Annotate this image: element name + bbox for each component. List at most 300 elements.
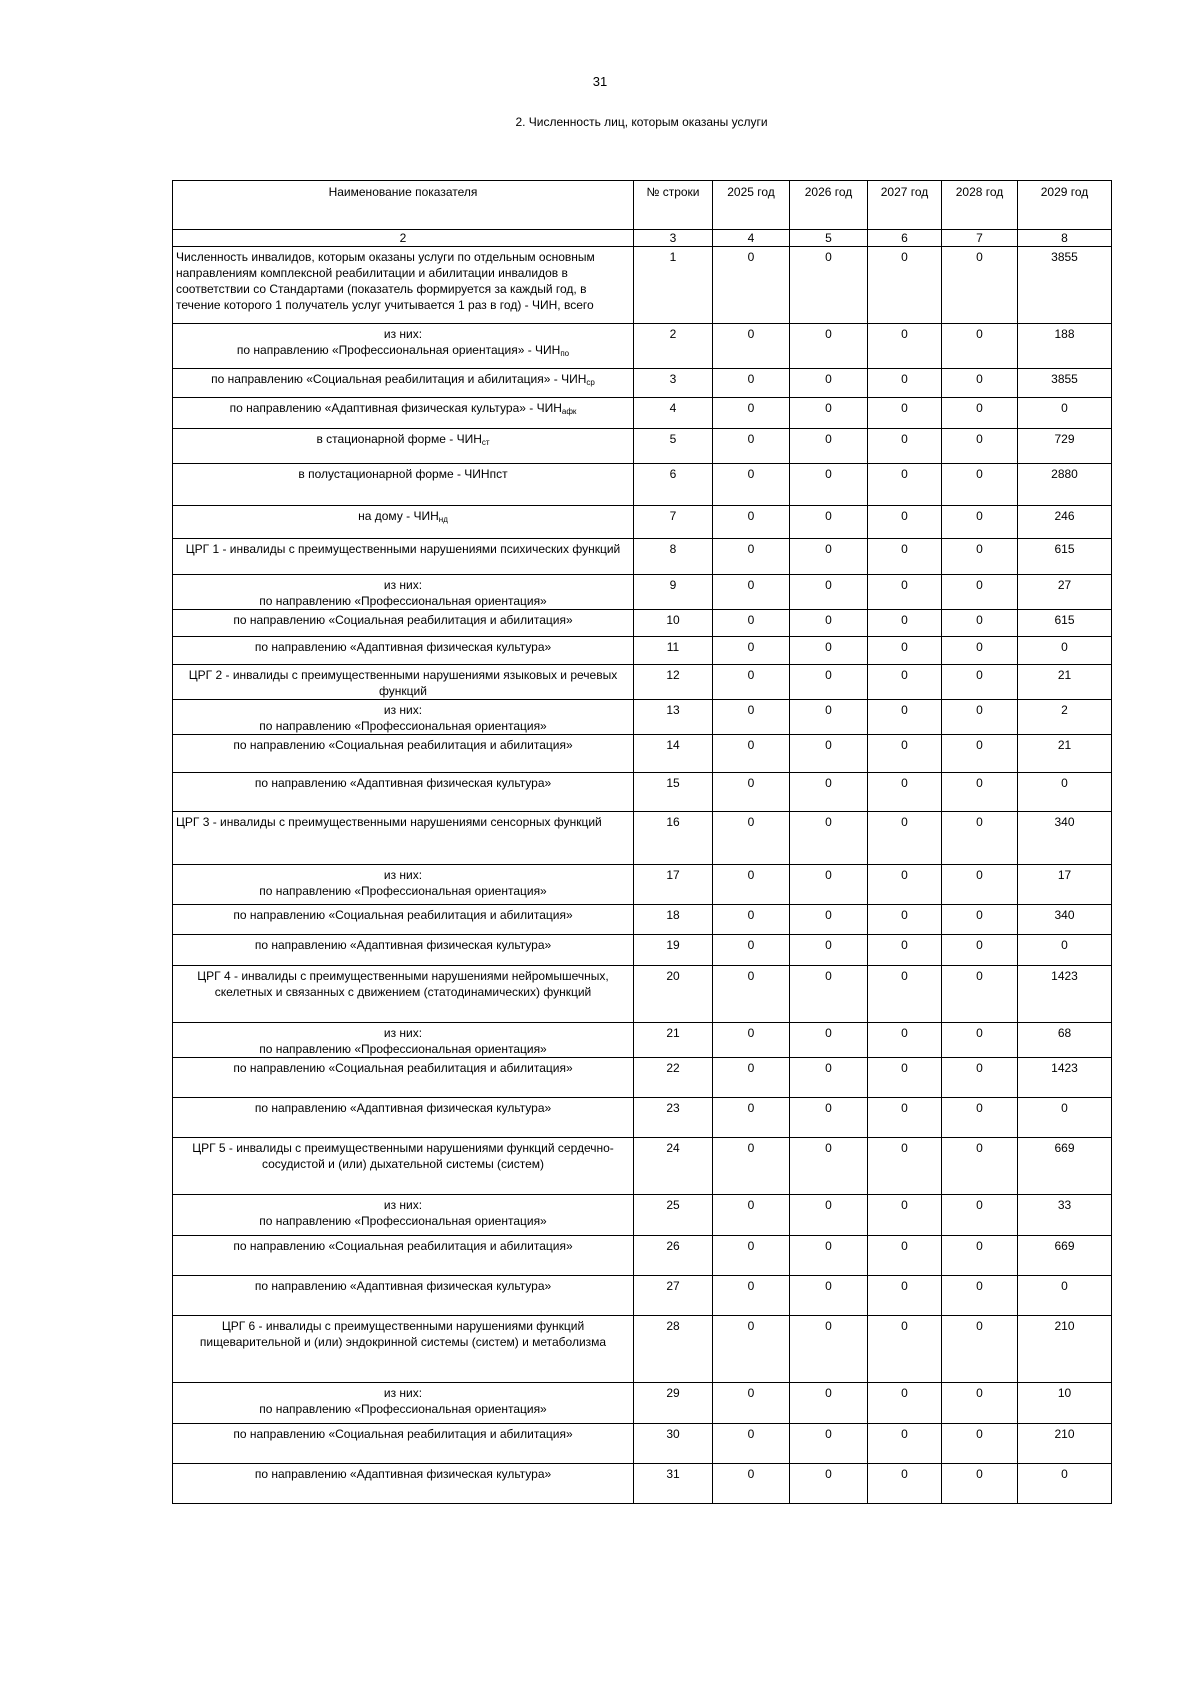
table-row bbox=[173, 735, 1112, 773]
value-2029: 0 bbox=[1018, 398, 1112, 429]
indicator-name bbox=[173, 1098, 634, 1138]
indicator-name bbox=[173, 665, 634, 700]
value-2028: 0 bbox=[942, 610, 1018, 637]
value-2025: 0 bbox=[713, 935, 790, 966]
value-2026: 0 bbox=[790, 812, 868, 865]
table-row bbox=[173, 1098, 1112, 1138]
value-2029: 21 bbox=[1018, 735, 1112, 773]
indicator-name-line: по направлению «Социальная реабилитация и абилитация» bbox=[233, 1061, 573, 1075]
value-2026: 0 bbox=[790, 966, 868, 1023]
indicator-name-line: по направлению «Социальная реабилитация и абилитация» bbox=[233, 738, 573, 752]
value-2027: 0 bbox=[868, 539, 942, 575]
row-number-cell: 21 bbox=[634, 1023, 713, 1058]
column-number-row bbox=[173, 230, 1112, 247]
value-2029: 27 bbox=[1018, 575, 1112, 610]
value-2026: 0 bbox=[790, 506, 868, 539]
indicator-name bbox=[173, 773, 634, 812]
value-2026: 0 bbox=[790, 1424, 868, 1464]
value-2027: 0 bbox=[868, 506, 942, 539]
header-2026: 2026 год bbox=[790, 181, 868, 230]
value-2025: 0 bbox=[713, 324, 790, 369]
value-2029: 2 bbox=[1018, 700, 1112, 735]
value-2028: 0 bbox=[942, 1058, 1018, 1098]
value-2025: 0 bbox=[713, 610, 790, 637]
value-2026: 0 bbox=[790, 905, 868, 935]
column-number: 8 bbox=[1018, 230, 1112, 247]
indicator-name-line: ЦРГ 3 - инвалиды с преимущественными нарушениями сенсорных функций bbox=[176, 815, 602, 829]
value-2026: 0 bbox=[790, 1236, 868, 1276]
indicator-name-line: по направлению «Социальная реабилитация и абилитация» bbox=[233, 908, 573, 922]
value-2027: 0 bbox=[868, 905, 942, 935]
value-2025: 0 bbox=[713, 506, 790, 539]
indicator-name bbox=[173, 324, 634, 369]
indicator-name-line: по направлению «Социальная реабилитация и абилитация» bbox=[233, 1427, 573, 1441]
row-number-cell: 16 bbox=[634, 812, 713, 865]
row-number-cell: 3 bbox=[634, 369, 713, 398]
table-row bbox=[173, 506, 1112, 539]
indicator-name bbox=[173, 966, 634, 1023]
value-2029: 0 bbox=[1018, 637, 1112, 665]
indicator-name-line: ЦРГ 4 - инвалиды с преимущественными нарушениями нейромышечных, скелетных и связанных с движением (статодинамических) функций bbox=[197, 969, 609, 999]
value-2027: 0 bbox=[868, 865, 942, 905]
row-number-cell: 29 bbox=[634, 1383, 713, 1424]
value-2026: 0 bbox=[790, 1464, 868, 1504]
value-2029: 3855 bbox=[1018, 369, 1112, 398]
value-2027: 0 bbox=[868, 1236, 942, 1276]
header-row bbox=[173, 181, 1112, 230]
value-2029: 68 bbox=[1018, 1023, 1112, 1058]
value-2026: 0 bbox=[790, 1195, 868, 1236]
row-number-cell: 17 bbox=[634, 865, 713, 905]
table-row bbox=[173, 1195, 1112, 1236]
value-2026: 0 bbox=[790, 369, 868, 398]
indicator-name-line: по направлению «Адаптивная физическая культура» bbox=[254, 1467, 552, 1481]
value-2025: 0 bbox=[713, 637, 790, 665]
value-2028: 0 bbox=[942, 464, 1018, 506]
value-2029: 669 bbox=[1018, 1236, 1112, 1276]
value-2028: 0 bbox=[942, 935, 1018, 966]
row-number-cell: 20 bbox=[634, 966, 713, 1023]
row-number-cell: 11 bbox=[634, 637, 713, 665]
indicator-name bbox=[173, 700, 634, 735]
table-row bbox=[173, 464, 1112, 506]
value-2027: 0 bbox=[868, 1058, 942, 1098]
value-2028: 0 bbox=[942, 1464, 1018, 1504]
header-2029: 2029 год bbox=[1018, 181, 1112, 230]
value-2026: 0 bbox=[790, 773, 868, 812]
value-2025: 0 bbox=[713, 398, 790, 429]
value-2025: 0 bbox=[713, 812, 790, 865]
value-2027: 0 bbox=[868, 610, 942, 637]
value-2029: 3855 bbox=[1018, 247, 1112, 324]
indicator-name-line: Численность инвалидов, которым оказаны услуги по отдельным основным направлениям комплексной реабилитации и абилитации инвалидов в соответствии со Стандартами (показатель формируется за каждый год, в течение которого 1 получатель услуг учитывается 1 раз в год) - ЧИН, всего bbox=[176, 250, 595, 312]
header-2025: 2025 год bbox=[713, 181, 790, 230]
value-2028: 0 bbox=[942, 398, 1018, 429]
value-2025: 0 bbox=[713, 966, 790, 1023]
row-number-cell: 6 bbox=[634, 464, 713, 506]
value-2025: 0 bbox=[713, 1138, 790, 1195]
value-2029: 17 bbox=[1018, 865, 1112, 905]
value-2027: 0 bbox=[868, 429, 942, 464]
value-2029: 210 bbox=[1018, 1316, 1112, 1383]
table-row bbox=[173, 1236, 1112, 1276]
row-number-cell: 2 bbox=[634, 324, 713, 369]
value-2027: 0 bbox=[868, 247, 942, 324]
table-row bbox=[173, 429, 1112, 464]
row-number-cell: 13 bbox=[634, 700, 713, 735]
table-body bbox=[173, 247, 1112, 1504]
row-number-cell: 9 bbox=[634, 575, 713, 610]
table-row bbox=[173, 966, 1112, 1023]
value-2027: 0 bbox=[868, 1098, 942, 1138]
value-2025: 0 bbox=[713, 1424, 790, 1464]
value-2027: 0 bbox=[868, 935, 942, 966]
value-2028: 0 bbox=[942, 1138, 1018, 1195]
table-row bbox=[173, 700, 1112, 735]
indicator-name-line: по направлению «Социальная реабилитация и абилитация» bbox=[233, 613, 573, 627]
row-number-cell: 23 bbox=[634, 1098, 713, 1138]
value-2027: 0 bbox=[868, 398, 942, 429]
value-2028: 0 bbox=[942, 429, 1018, 464]
value-2028: 0 bbox=[942, 812, 1018, 865]
value-2025: 0 bbox=[713, 1276, 790, 1316]
value-2027: 0 bbox=[868, 369, 942, 398]
row-number-cell: 22 bbox=[634, 1058, 713, 1098]
value-2028: 0 bbox=[942, 1316, 1018, 1383]
value-2027: 0 bbox=[868, 464, 942, 506]
value-2027: 0 bbox=[868, 735, 942, 773]
value-2026: 0 bbox=[790, 1276, 868, 1316]
value-2027: 0 bbox=[868, 700, 942, 735]
table-row bbox=[173, 905, 1112, 935]
value-2029: 1423 bbox=[1018, 1058, 1112, 1098]
row-number-cell: 26 bbox=[634, 1236, 713, 1276]
value-2026: 0 bbox=[790, 247, 868, 324]
value-2025: 0 bbox=[713, 1098, 790, 1138]
indicator-name bbox=[173, 247, 634, 324]
value-2027: 0 bbox=[868, 575, 942, 610]
value-2025: 0 bbox=[713, 700, 790, 735]
value-2027: 0 bbox=[868, 1138, 942, 1195]
value-2029: 21 bbox=[1018, 665, 1112, 700]
indicator-name-line: ЦРГ 1 - инвалиды с преимущественными нарушениями психических функций bbox=[185, 542, 621, 556]
value-2029: 340 bbox=[1018, 905, 1112, 935]
value-2029: 10 bbox=[1018, 1383, 1112, 1424]
value-2027: 0 bbox=[868, 1424, 942, 1464]
indicator-name bbox=[173, 575, 634, 610]
value-2027: 0 bbox=[868, 1383, 942, 1424]
value-2028: 0 bbox=[942, 735, 1018, 773]
value-2028: 0 bbox=[942, 539, 1018, 575]
value-2025: 0 bbox=[713, 1058, 790, 1098]
value-2029: 729 bbox=[1018, 429, 1112, 464]
value-2026: 0 bbox=[790, 1058, 868, 1098]
indicator-name-line: из них: bbox=[383, 868, 423, 882]
value-2028: 0 bbox=[942, 1276, 1018, 1316]
indicator-name bbox=[173, 610, 634, 637]
indicator-name bbox=[173, 398, 634, 429]
indicator-subscript: ср bbox=[586, 378, 595, 387]
value-2027: 0 bbox=[868, 665, 942, 700]
indicator-subscript: ст bbox=[481, 438, 490, 447]
section-title: 2. Численность лиц, которым оказаны услуги bbox=[515, 115, 768, 129]
row-number-cell: 28 bbox=[634, 1316, 713, 1383]
table-row bbox=[173, 1316, 1112, 1383]
value-2026: 0 bbox=[790, 700, 868, 735]
column-number: 2 bbox=[173, 230, 634, 247]
indicator-name-line: по направлению «Профессиональная ориентация» bbox=[259, 1214, 547, 1228]
value-2026: 0 bbox=[790, 1138, 868, 1195]
value-2025: 0 bbox=[713, 865, 790, 905]
table-row bbox=[173, 369, 1112, 398]
value-2026: 0 bbox=[790, 735, 868, 773]
column-number: 4 bbox=[713, 230, 790, 247]
value-2025: 0 bbox=[713, 464, 790, 506]
value-2025: 0 bbox=[713, 665, 790, 700]
row-number-cell: 31 bbox=[634, 1464, 713, 1504]
value-2029: 1423 bbox=[1018, 966, 1112, 1023]
table-row bbox=[173, 665, 1112, 700]
indicator-name bbox=[173, 812, 634, 865]
value-2029: 246 bbox=[1018, 506, 1112, 539]
indicator-name-line: ЦРГ 5 - инвалиды с преимущественными нарушениями функций сердечно-сосудистой и (или) дыхательной системы (систем) bbox=[192, 1141, 614, 1171]
indicator-name bbox=[173, 1276, 634, 1316]
indicator-name bbox=[173, 1023, 634, 1058]
indicator-name-line: по направлению «Профессиональная ориентация» bbox=[259, 594, 547, 608]
table-row bbox=[173, 1138, 1112, 1195]
header-2028: 2028 год bbox=[942, 181, 1018, 230]
row-number-cell: 15 bbox=[634, 773, 713, 812]
value-2026: 0 bbox=[790, 429, 868, 464]
row-number-cell: 14 bbox=[634, 735, 713, 773]
table-row bbox=[173, 812, 1112, 865]
indicator-name bbox=[173, 1236, 634, 1276]
value-2029: 210 bbox=[1018, 1424, 1112, 1464]
value-2028: 0 bbox=[942, 1236, 1018, 1276]
value-2028: 0 bbox=[942, 506, 1018, 539]
table-row bbox=[173, 1464, 1112, 1504]
value-2026: 0 bbox=[790, 1098, 868, 1138]
indicator-name-line: по направлению «Социальная реабилитация и абилитация» - ЧИН bbox=[211, 372, 587, 386]
table-row bbox=[173, 610, 1112, 637]
value-2026: 0 bbox=[790, 1023, 868, 1058]
value-2028: 0 bbox=[942, 700, 1018, 735]
value-2026: 0 bbox=[790, 1383, 868, 1424]
indicator-name-line: по направлению «Профессиональная ориентация» bbox=[259, 884, 547, 898]
value-2029: 0 bbox=[1018, 1276, 1112, 1316]
value-2025: 0 bbox=[713, 1195, 790, 1236]
indicator-name bbox=[173, 1195, 634, 1236]
header-2027: 2027 год bbox=[868, 181, 942, 230]
report-table bbox=[172, 180, 1112, 1504]
indicator-name-line: ЦРГ 6 - инвалиды с преимущественными нарушениями функций пищеварительной и (или) эндокринной системы (систем) и метаболизма bbox=[199, 1319, 607, 1349]
value-2026: 0 bbox=[790, 1316, 868, 1383]
header-row-number: № строки bbox=[634, 181, 713, 230]
indicator-name-line: в стационарной форме - ЧИН bbox=[316, 432, 482, 446]
table-row bbox=[173, 1058, 1112, 1098]
table-row bbox=[173, 398, 1112, 429]
value-2029: 0 bbox=[1018, 1098, 1112, 1138]
value-2029: 0 bbox=[1018, 1464, 1112, 1504]
indicator-name-line: по направлению «Адаптивная физическая культура» bbox=[254, 776, 552, 790]
indicator-name-line: по направлению «Адаптивная физическая культура» bbox=[254, 938, 552, 952]
value-2029: 615 bbox=[1018, 610, 1112, 637]
indicator-name-line: из них: bbox=[383, 578, 423, 592]
row-number-cell: 19 bbox=[634, 935, 713, 966]
indicator-name-line: по направлению «Адаптивная физическая культура» bbox=[254, 1101, 552, 1115]
value-2029: 669 bbox=[1018, 1138, 1112, 1195]
table-row bbox=[173, 247, 1112, 324]
indicator-name bbox=[173, 539, 634, 575]
table-row bbox=[173, 637, 1112, 665]
value-2025: 0 bbox=[713, 247, 790, 324]
table-row bbox=[173, 773, 1112, 812]
value-2029: 340 bbox=[1018, 812, 1112, 865]
indicator-name-line: из них: bbox=[383, 327, 423, 341]
value-2028: 0 bbox=[942, 637, 1018, 665]
value-2026: 0 bbox=[790, 398, 868, 429]
indicator-name-line: по направлению «Адаптивная физическая культура» - ЧИН bbox=[229, 401, 562, 415]
value-2026: 0 bbox=[790, 610, 868, 637]
value-2028: 0 bbox=[942, 966, 1018, 1023]
row-number-cell: 1 bbox=[634, 247, 713, 324]
indicator-name-line: на дому - ЧИН bbox=[358, 509, 439, 523]
value-2028: 0 bbox=[942, 865, 1018, 905]
value-2029: 33 bbox=[1018, 1195, 1112, 1236]
value-2026: 0 bbox=[790, 865, 868, 905]
column-number: 7 bbox=[942, 230, 1018, 247]
indicator-name-line: по направлению «Адаптивная физическая культура» bbox=[254, 1279, 552, 1293]
value-2026: 0 bbox=[790, 324, 868, 369]
column-number: 6 bbox=[868, 230, 942, 247]
indicator-subscript: по bbox=[560, 349, 570, 358]
value-2025: 0 bbox=[713, 735, 790, 773]
indicator-name bbox=[173, 1464, 634, 1504]
value-2029: 615 bbox=[1018, 539, 1112, 575]
value-2028: 0 bbox=[942, 1383, 1018, 1424]
value-2025: 0 bbox=[713, 575, 790, 610]
value-2027: 0 bbox=[868, 966, 942, 1023]
indicator-name-line: из них: bbox=[383, 1198, 423, 1212]
indicator-name bbox=[173, 1138, 634, 1195]
indicator-name-line: из них: bbox=[383, 1026, 423, 1040]
table-row bbox=[173, 865, 1112, 905]
value-2025: 0 bbox=[713, 1023, 790, 1058]
value-2028: 0 bbox=[942, 905, 1018, 935]
row-number-cell: 10 bbox=[634, 610, 713, 637]
page-number: 31 bbox=[592, 74, 608, 89]
row-number-cell: 4 bbox=[634, 398, 713, 429]
indicator-name-line: по направлению «Адаптивная физическая культура» bbox=[254, 640, 552, 654]
table-row bbox=[173, 575, 1112, 610]
value-2026: 0 bbox=[790, 464, 868, 506]
table-row bbox=[173, 935, 1112, 966]
value-2027: 0 bbox=[868, 1023, 942, 1058]
indicator-name-line: в полустационарной форме - ЧИНпст bbox=[298, 467, 508, 481]
indicator-name bbox=[173, 1383, 634, 1424]
value-2028: 0 bbox=[942, 1195, 1018, 1236]
indicator-name bbox=[173, 429, 634, 464]
value-2025: 0 bbox=[713, 905, 790, 935]
indicator-subscript: нд bbox=[438, 515, 448, 524]
indicator-name-line: по направлению «Профессиональная ориентация» bbox=[259, 1042, 547, 1056]
value-2029: 0 bbox=[1018, 935, 1112, 966]
value-2027: 0 bbox=[868, 812, 942, 865]
value-2025: 0 bbox=[713, 369, 790, 398]
table-row bbox=[173, 1276, 1112, 1316]
table-row bbox=[173, 1424, 1112, 1464]
value-2026: 0 bbox=[790, 575, 868, 610]
indicator-name-line: по направлению «Профессиональная ориентация» bbox=[259, 1402, 547, 1416]
indicator-name bbox=[173, 935, 634, 966]
row-number-cell: 7 bbox=[634, 506, 713, 539]
indicator-name bbox=[173, 905, 634, 935]
value-2027: 0 bbox=[868, 637, 942, 665]
table-row bbox=[173, 324, 1112, 369]
row-number-cell: 5 bbox=[634, 429, 713, 464]
row-number-cell: 18 bbox=[634, 905, 713, 935]
value-2027: 0 bbox=[868, 1276, 942, 1316]
value-2027: 0 bbox=[868, 1316, 942, 1383]
indicator-name bbox=[173, 464, 634, 506]
value-2028: 0 bbox=[942, 575, 1018, 610]
row-number-cell: 24 bbox=[634, 1138, 713, 1195]
value-2027: 0 bbox=[868, 1195, 942, 1236]
column-number: 5 bbox=[790, 230, 868, 247]
indicator-name bbox=[173, 865, 634, 905]
indicator-name bbox=[173, 735, 634, 773]
table-row bbox=[173, 1023, 1112, 1058]
indicator-name bbox=[173, 637, 634, 665]
value-2028: 0 bbox=[942, 665, 1018, 700]
value-2025: 0 bbox=[713, 1464, 790, 1504]
value-2028: 0 bbox=[942, 1424, 1018, 1464]
indicator-name-line: из них: bbox=[383, 1386, 423, 1400]
value-2029: 0 bbox=[1018, 773, 1112, 812]
value-2026: 0 bbox=[790, 935, 868, 966]
row-number-cell: 30 bbox=[634, 1424, 713, 1464]
table-row bbox=[173, 1383, 1112, 1424]
indicator-name-line: по направлению «Профессиональная ориентация» - ЧИН bbox=[236, 343, 561, 357]
indicator-subscript: афк bbox=[561, 407, 577, 416]
row-number-cell: 25 bbox=[634, 1195, 713, 1236]
value-2029: 2880 bbox=[1018, 464, 1112, 506]
indicator-name bbox=[173, 1058, 634, 1098]
indicator-name bbox=[173, 369, 634, 398]
value-2025: 0 bbox=[713, 773, 790, 812]
value-2026: 0 bbox=[790, 539, 868, 575]
row-number-cell: 8 bbox=[634, 539, 713, 575]
value-2027: 0 bbox=[868, 324, 942, 369]
value-2026: 0 bbox=[790, 637, 868, 665]
value-2028: 0 bbox=[942, 324, 1018, 369]
value-2028: 0 bbox=[942, 369, 1018, 398]
value-2026: 0 bbox=[790, 665, 868, 700]
column-number: 3 bbox=[634, 230, 713, 247]
indicator-name-line: по направлению «Профессиональная ориентация» bbox=[259, 719, 547, 733]
value-2025: 0 bbox=[713, 1383, 790, 1424]
row-number-cell: 12 bbox=[634, 665, 713, 700]
indicator-name bbox=[173, 1424, 634, 1464]
row-number-cell: 27 bbox=[634, 1276, 713, 1316]
indicator-name-line: по направлению «Социальная реабилитация и абилитация» bbox=[233, 1239, 573, 1253]
indicator-name-line: из них: bbox=[383, 703, 423, 717]
indicator-name bbox=[173, 506, 634, 539]
value-2025: 0 bbox=[713, 539, 790, 575]
indicator-name bbox=[173, 1316, 634, 1383]
value-2025: 0 bbox=[713, 1236, 790, 1276]
value-2028: 0 bbox=[942, 247, 1018, 324]
